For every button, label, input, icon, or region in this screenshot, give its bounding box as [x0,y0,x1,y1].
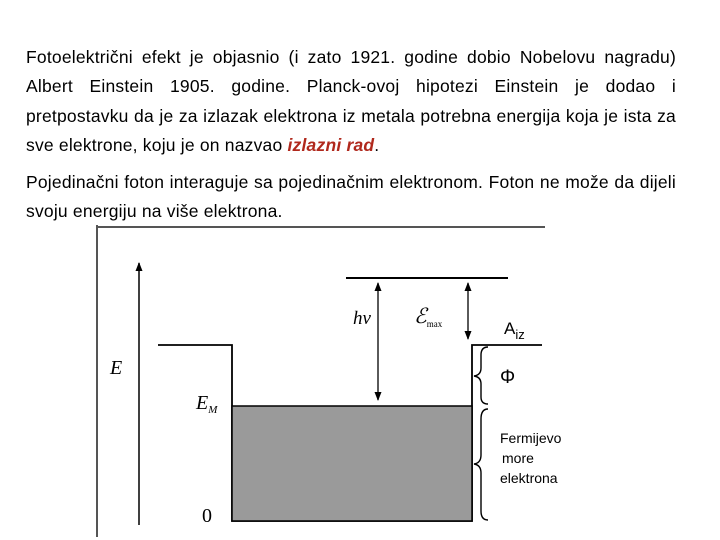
work-function-label: $A_{iz}$ [504,319,525,342]
phi-brace [474,347,488,404]
highlight-term: izlazni rad [287,135,375,155]
photoelectric-energy-diagram [90,225,562,537]
zero-label: 0 [202,505,212,527]
phi-label: Φ [500,367,516,388]
second-paragraph: Pojedinačni foton interaguje sa pojedinačnim elektronom. Foton ne može da dijeli svoju energiju na više elektrona. [26,171,676,221]
hv-label: hν [353,308,371,329]
intro-paragraph [26,43,676,161]
fermi-level-label: $E_M$ [196,392,218,416]
intro-text: Fotoelektrični efekt je objasnio (i zato 1921. godine dobio Nobelovu nagradu) Albert Einstein 1905. godine. Planck-ovoj hipotezi Einstein je dodao i pretpostavku da je za izlazak elektrona iz metala potrebna energija koja je ista za sve elektrone, koju je on nazvao [26,46,676,155]
intro-end: . [374,135,380,155]
fermi-sea-brace [474,409,488,520]
emax-label: ℰmax [414,304,443,329]
energy-axis-label: E [110,357,123,379]
fermi-sea-label: Fermijevo more elektrona [500,430,562,486]
fermi-sea-fill [232,406,472,521]
